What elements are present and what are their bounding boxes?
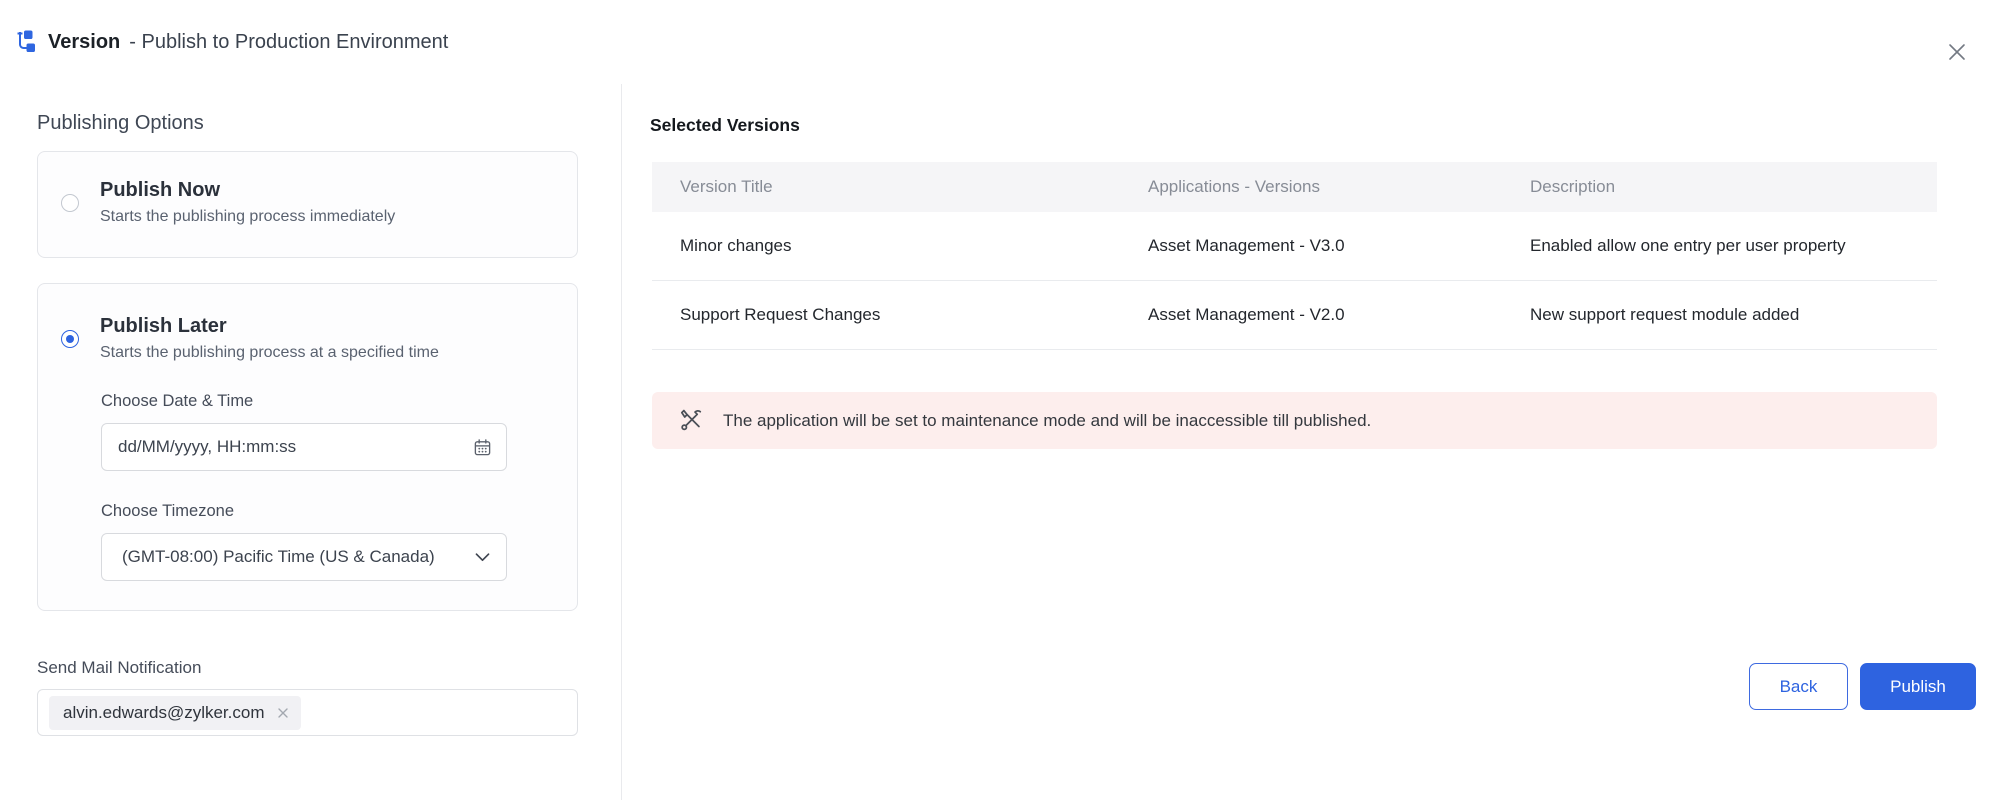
- remove-email-icon[interactable]: [277, 707, 289, 719]
- publish-now-title: Publish Now: [100, 179, 220, 201]
- dialog-title-module: Version: [48, 31, 121, 53]
- publish-later-subtitle: Starts the publishing process at a specified time: [100, 344, 439, 361]
- publish-later-title: Publish Later: [100, 315, 227, 337]
- email-chip: [49, 696, 301, 730]
- option-publish-now[interactable]: [37, 151, 578, 258]
- cell-application-version: Asset Management - V3.0: [1148, 236, 1345, 255]
- column-version-title: Version Title: [680, 177, 773, 196]
- versions-table: [652, 162, 1937, 350]
- cell-description: New support request module added: [1530, 305, 1800, 324]
- mail-notification-input[interactable]: [37, 689, 578, 736]
- back-button[interactable]: Back: [1749, 663, 1848, 710]
- chevron-down-icon: [475, 553, 490, 562]
- publish-button[interactable]: Publish: [1860, 663, 1976, 710]
- maintenance-tools-icon: [678, 407, 705, 434]
- table-row: [652, 281, 1937, 350]
- column-description: Description: [1530, 177, 1616, 196]
- cell-version-title: Support Request Changes: [680, 305, 881, 324]
- maintenance-notice: [652, 392, 1937, 449]
- cell-application-version: Asset Management - V2.0: [1148, 305, 1345, 324]
- close-button[interactable]: [1942, 38, 1972, 68]
- selected-versions-heading: Selected Versions: [650, 115, 800, 135]
- publish-later-radio[interactable]: [61, 330, 79, 348]
- version-icon: [14, 29, 38, 53]
- maintenance-notice-text: The application will be set to maintenance mode and will be inaccessible till published.: [723, 410, 1372, 430]
- date-time-input[interactable]: [101, 423, 507, 471]
- publish-now-subtitle: Starts the publishing process immediately: [100, 208, 396, 225]
- mail-notification-label: Send Mail Notification: [37, 658, 202, 677]
- close-icon: [1946, 41, 1968, 66]
- table-row: [652, 212, 1937, 281]
- calendar-icon[interactable]: [473, 438, 492, 457]
- timezone-select[interactable]: [101, 533, 507, 581]
- cell-description: Enabled allow one entry per user property: [1530, 236, 1846, 255]
- publishing-options-heading: Publishing Options: [37, 112, 204, 134]
- column-applications-versions: Applications - Versions: [1148, 177, 1320, 196]
- dialog-title-text: - Publish to Production Environment: [129, 31, 449, 53]
- publish-now-radio[interactable]: [61, 194, 79, 212]
- cell-version-title: Minor changes: [680, 236, 792, 255]
- date-time-label: Choose Date & Time: [101, 392, 254, 410]
- panel-divider: [621, 84, 622, 800]
- date-time-placeholder: dd/MM/yyyy, HH:mm:ss: [118, 437, 297, 456]
- dialog-title: [48, 30, 448, 54]
- versions-table-header: [652, 162, 1937, 212]
- option-publish-later[interactable]: [37, 283, 578, 611]
- timezone-value: (GMT-08:00) Pacific Time (US & Canada): [122, 547, 435, 566]
- timezone-label: Choose Timezone: [101, 502, 234, 520]
- email-chip-text: alvin.edwards@zylker.com: [63, 702, 265, 722]
